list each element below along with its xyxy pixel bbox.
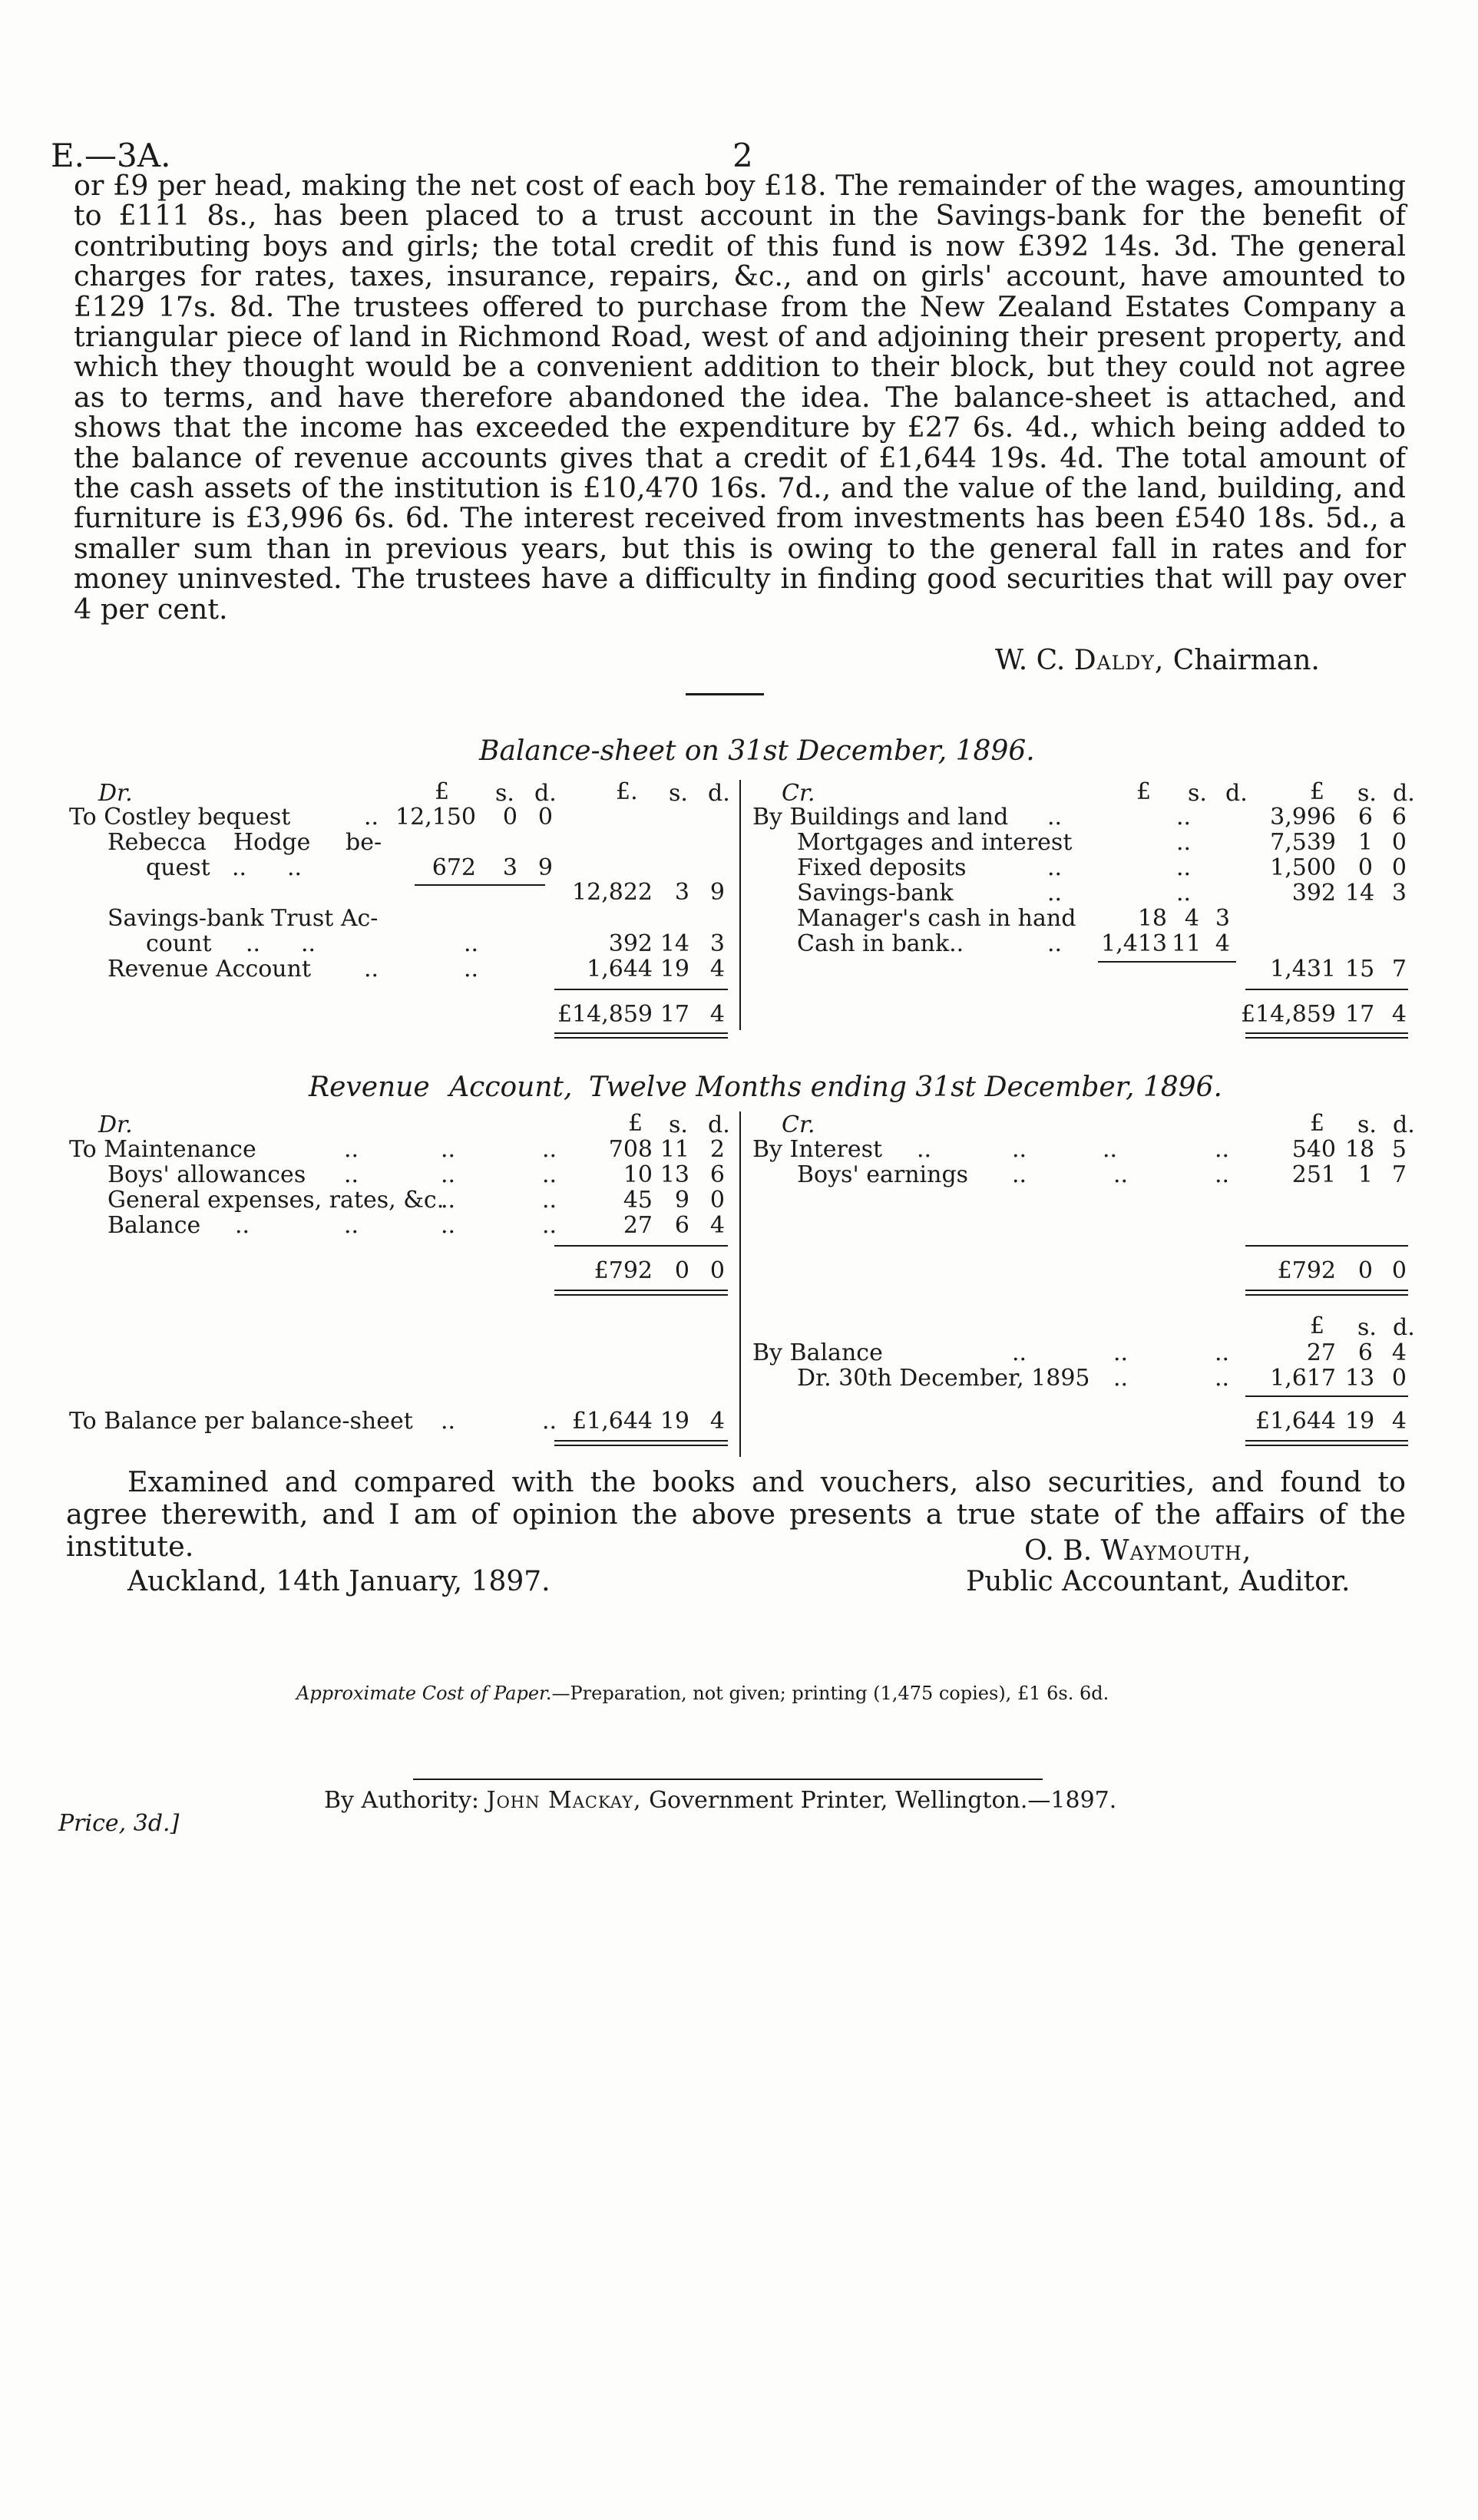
chairman-signature xyxy=(995,645,1320,676)
bs-cr-fixed-pounds: 1,500 xyxy=(1270,854,1336,881)
bs-dr-total-pounds: £14,859 xyxy=(557,1001,653,1028)
bs-cr-fixed-s: 0 xyxy=(1357,854,1373,881)
auditor-title: Public Accountant, Auditor. xyxy=(966,1566,1351,1597)
bs-cr-col-d: d. xyxy=(1225,780,1248,807)
bs-cr-buildings-s: 6 xyxy=(1357,804,1373,831)
bs-dr-savings-pounds: 392 xyxy=(608,930,653,957)
bs-cr-mortgages-s: 1 xyxy=(1357,829,1373,856)
bs-cr-subtotal-rule xyxy=(1098,961,1236,963)
bs-cr-mortgages-label: Mortgages and interest xyxy=(797,829,1073,856)
ra-cr-dr-d: 0 xyxy=(1391,1365,1407,1392)
footer-rule xyxy=(413,1779,1043,1780)
bs-cr-label: Cr. xyxy=(782,780,815,807)
ra-dr-final-rule-2 xyxy=(554,1445,728,1446)
bs-dr-hodge-s: 3 xyxy=(502,854,517,881)
bs-dr-revenue-s: 19 xyxy=(660,956,689,983)
ra-dr-allowances-d: 6 xyxy=(709,1161,725,1188)
auditor-initials: O. B. xyxy=(1024,1535,1093,1567)
ra-cr-interest-label: By Interest xyxy=(752,1136,883,1163)
bs-dr-revenue-leader-2: .. xyxy=(464,956,479,983)
bs-cr-buildings-pounds: 3,996 xyxy=(1270,804,1336,831)
ra-cr-earnings-d: 7 xyxy=(1391,1161,1407,1188)
bs-cr-cash-pounds: 1,413 xyxy=(1101,930,1167,957)
ra-dr-total-d: 0 xyxy=(709,1257,725,1284)
ra-cr-interest-d: 5 xyxy=(1391,1136,1407,1163)
ra-cr-final-rule-1 xyxy=(1245,1440,1408,1442)
bs-dr-total-d: 4 xyxy=(709,1001,725,1028)
bs-dr-costley-leader: .. xyxy=(364,804,379,831)
ra-cr-interest-leader-4: .. xyxy=(1215,1136,1230,1163)
bs-dr-hodge-d: 9 xyxy=(537,854,553,881)
bs-cr-mortgages-d: 0 xyxy=(1391,829,1407,856)
bs-dr-hodge-label-1b: Hodge xyxy=(233,829,311,856)
ra-cr-col-s: s. xyxy=(1357,1111,1377,1138)
ra-dr-allowances-leader-1: .. xyxy=(344,1161,359,1188)
printer-name: John Mackay, xyxy=(486,1787,642,1814)
bs-dr-label: Dr. xyxy=(98,780,133,807)
bs-cr-total-rule-top xyxy=(1245,989,1408,990)
bs-dr-revenue-label: Revenue Account xyxy=(107,956,312,983)
bs-cr-manager-s: 4 xyxy=(1184,905,1199,932)
bs-cr-mortgages-pounds: 7,539 xyxy=(1270,829,1336,856)
bs-cr-buildings-label: By Buildings and land xyxy=(752,804,1009,831)
auditor-place-date: Auckland, 14th January, 1897. xyxy=(127,1566,551,1597)
ra-dr-maintenance-leader-1: .. xyxy=(344,1136,359,1163)
ra-dr-balance-label: Balance xyxy=(107,1212,201,1239)
bs-cr-manager-label: Manager's cash in hand xyxy=(797,905,1076,932)
cost-text: —Preparation, not given; printing (1,475 copies), £1 6s. 6d. xyxy=(551,1683,1109,1704)
bs-cr-cash-total-d: 7 xyxy=(1391,956,1407,983)
bs-dr-bequest-total-s: 3 xyxy=(674,879,689,906)
bs-cr-col-pound: £ xyxy=(1136,778,1152,805)
ra-dr-to-balance-d: 4 xyxy=(709,1408,725,1435)
authority-line xyxy=(324,1787,1116,1814)
bs-col-pound-total: £. xyxy=(616,778,638,805)
bs-dr-hodge-leader: .. xyxy=(232,854,247,881)
ra-cr-col-d: d. xyxy=(1393,1111,1415,1138)
ra-dr-balance-leader-1: .. xyxy=(235,1212,250,1239)
ra-cr-earnings-pounds: 251 xyxy=(1291,1161,1336,1188)
ra-cr-interest-s: 18 xyxy=(1345,1136,1375,1163)
ra-cr-final-rule-top xyxy=(1245,1395,1408,1397)
ra-dr-to-balance-label: To Balance per balance-sheet xyxy=(69,1408,413,1435)
ra-cr-interest-leader-3: .. xyxy=(1103,1136,1118,1163)
bs-dr-hodge-leader-2: .. xyxy=(287,854,303,881)
bs-cr-savings-d: 3 xyxy=(1391,880,1407,907)
ra-dr-to-balance-s: 19 xyxy=(660,1408,689,1435)
bs-col-s-total: s. xyxy=(669,780,688,807)
cost-of-paper-note xyxy=(296,1683,1109,1704)
page-number: 2 xyxy=(732,137,753,174)
bs-col-d: d. xyxy=(534,780,557,807)
ra-cr-label: Cr. xyxy=(782,1111,815,1138)
ra-cr-col-d-2: d. xyxy=(1393,1314,1415,1341)
ra-dr-maintenance-leader-3: .. xyxy=(542,1136,557,1163)
bs-cr-cash-leader: .. xyxy=(1047,930,1063,957)
bs-cr-col-s-total: s. xyxy=(1357,780,1377,807)
bs-dr-revenue-leader: .. xyxy=(364,956,379,983)
ra-dr-balance-d: 4 xyxy=(709,1212,725,1239)
ra-dr-total-s: 0 xyxy=(674,1257,689,1284)
ra-cr-earnings-leader-2: .. xyxy=(1113,1161,1129,1188)
bs-cr-fixed-label: Fixed deposits xyxy=(797,854,967,881)
bs-cr-manager-d: 3 xyxy=(1215,905,1230,932)
ra-cr-total-rule-2 xyxy=(1245,1294,1408,1296)
ra-cr-earnings-s: 1 xyxy=(1357,1161,1373,1188)
bs-dr-revenue-d: 4 xyxy=(709,956,725,983)
ra-cr-total-pounds: £792 xyxy=(1277,1257,1336,1284)
ra-dr-to-balance-leader-1: .. xyxy=(441,1408,456,1435)
audit-paragraph: Examined and compared with the books and vouchers, also securities, and found to agree therewith, and I am of opinion the above presents a true state of the affairs of the institute. xyxy=(66,1465,1406,1563)
ra-dr-allowances-leader-3: .. xyxy=(542,1161,557,1188)
ra-dr-general-leader-2: .. xyxy=(542,1187,557,1214)
bs-cr-cash-total-s: 15 xyxy=(1345,956,1375,983)
ra-cr-by-balance-leader-1: .. xyxy=(1012,1339,1027,1366)
bs-col-s: s. xyxy=(495,780,514,807)
bs-dr-total-rule-1 xyxy=(554,1032,728,1034)
bs-cr-cash-d: 4 xyxy=(1215,930,1230,957)
bs-dr-total-rule-top xyxy=(554,989,728,990)
bs-cr-savings-s: 14 xyxy=(1345,880,1375,907)
ra-dr-label: Dr. xyxy=(98,1111,133,1138)
ra-dr-total-rule-1 xyxy=(554,1290,728,1291)
bs-dr-costley-pounds: 12,150 xyxy=(395,804,476,831)
bs-dr-hodge-pounds: 672 xyxy=(431,854,476,881)
section-divider xyxy=(686,693,764,695)
bs-dr-costley-d: 0 xyxy=(537,804,553,831)
bs-dr-costley-label: To Costley bequest xyxy=(69,804,291,831)
ra-cr-final-rule-2 xyxy=(1245,1445,1408,1446)
bs-dr-savings-s: 14 xyxy=(660,930,689,957)
ra-dr-maintenance-pounds: 708 xyxy=(608,1136,653,1163)
revenue-title-part-2: Account, xyxy=(449,1072,573,1103)
ra-cr-total-s: 0 xyxy=(1357,1257,1373,1284)
bs-cr-total-s: 17 xyxy=(1345,1001,1375,1028)
bs-cr-cash-total-pounds: 1,431 xyxy=(1270,956,1336,983)
bs-dr-savings-leader-3: .. xyxy=(464,930,479,957)
ra-cr-by-balance-label: By Balance xyxy=(752,1339,883,1366)
ra-dr-allowances-label: Boys' allowances xyxy=(107,1161,306,1188)
ra-cr-final-s: 19 xyxy=(1345,1408,1375,1435)
ra-cr-col-pound: £ xyxy=(1310,1110,1325,1137)
bs-cr-cash-label: Cash in bank.. xyxy=(797,930,964,957)
auditor-name xyxy=(1024,1535,1252,1567)
ra-cr-final-d: 4 xyxy=(1391,1408,1407,1435)
ra-dr-allowances-s: 13 xyxy=(660,1161,689,1188)
ra-dr-balance-s: 6 xyxy=(674,1212,689,1239)
ra-dr-general-s: 9 xyxy=(674,1187,689,1214)
ra-cr-by-balance-leader-2: .. xyxy=(1113,1339,1129,1366)
bs-col-d-total: d. xyxy=(708,780,730,807)
bs-cr-mortgages-leader: .. xyxy=(1176,829,1192,856)
ra-dr-general-label: General expenses, rates, &c. xyxy=(107,1187,445,1214)
bs-dr-savings-label-1: Savings-bank Trust Ac- xyxy=(107,905,379,932)
ra-cr-by-balance-s: 6 xyxy=(1357,1339,1373,1366)
bs-dr-bequest-total-d: 9 xyxy=(709,879,725,906)
ra-cr-earnings-leader-1: .. xyxy=(1012,1161,1027,1188)
ra-cr-earnings-label: Boys' earnings xyxy=(797,1161,969,1188)
bs-dr-savings-d: 3 xyxy=(709,930,725,957)
revenue-title-part-3: Twelve Months ending 31st December, 1896. xyxy=(588,1072,1222,1103)
bs-dr-hodge-label-2: quest xyxy=(146,854,210,881)
ra-cr-earnings-leader-3: .. xyxy=(1215,1161,1230,1188)
bs-dr-subtotal-rule xyxy=(415,884,545,886)
bs-cr-buildings-d: 6 xyxy=(1391,804,1407,831)
ra-cr-dr-s: 13 xyxy=(1345,1365,1375,1392)
bs-cr-savings-label: Savings-bank xyxy=(797,880,954,907)
bs-cr-total-pounds: £14,859 xyxy=(1240,1001,1336,1028)
bs-dr-costley-s: 0 xyxy=(502,804,517,831)
ra-col-s: s. xyxy=(669,1111,688,1138)
balance-sheet-title: Balance-sheet on 31st December, 1896. xyxy=(479,735,1035,767)
ra-col-d: d. xyxy=(708,1111,730,1138)
ra-dr-maintenance-leader-2: .. xyxy=(441,1136,456,1163)
ra-cr-by-balance-d: 4 xyxy=(1391,1339,1407,1366)
body-paragraph: or £9 per head, making the net cost of each boy £18. The remainder of the wages, amounting to £111 8s., has been placed to a trust account in the Savings-bank for the benefit of contributing boys and girls; the total credit of this fund is now £392 14s. 3d. The general charges for rates, taxes, insurance, repairs, &c., and on girls' account, have amounted to £129 17s. 8d. The trustees offered to purchase from the New Zealand Estates Company a triangular piece of land in Richmond Road, west of and adjoining their present property, and which they thought would be a convenient addition to their block, but they could not agree as to terms, and have therefore abandoned the idea. The balance-sheet is attached, and shows that the income has exceeded the expenditure by £27 6s. 4d., which being added to the balance of revenue accounts gives that a credit of £1,644 19s. 4d. The total amount of the cash assets of the institution is £10,470 16s. 7d., and the value of the land, building, and furniture is £3,996 6s. 6d. The interest received from investments has been £540 18s. 5d., a smaller sum than in previous years, but this is owing to the general fall in rates and for money uninvested. The trustees have a difficulty in finding good securities that will pay over 4 per cent. xyxy=(74,169,1406,626)
revenue-account-title xyxy=(309,1072,1222,1103)
ra-dr-general-leader-1: .. xyxy=(441,1187,456,1214)
auditor-surname: Waymouth, xyxy=(1100,1535,1252,1567)
ra-cr-total-d: 0 xyxy=(1391,1257,1407,1284)
bs-dr-total-rule-2 xyxy=(554,1037,728,1039)
ra-dr-to-balance-pounds: £1,644 xyxy=(572,1408,653,1435)
bs-cr-fixed-leader-2: .. xyxy=(1176,854,1192,881)
ra-cr-total-rule-top xyxy=(1245,1245,1408,1247)
printer-rest: Government Printer, Wellington.—1897. xyxy=(649,1787,1117,1814)
bs-dr-bequest-total-pounds: 12,822 xyxy=(572,879,653,906)
ra-cr-by-balance-pounds: 27 xyxy=(1306,1339,1336,1366)
ra-cr-col-s-2: s. xyxy=(1357,1314,1377,1341)
ra-cr-interest-pounds: 540 xyxy=(1291,1136,1336,1163)
bs-cr-col-d-total: d. xyxy=(1393,780,1415,807)
bs-cr-col-s: s. xyxy=(1188,780,1207,807)
ra-col-pound: £ xyxy=(628,1110,643,1137)
bs-cr-col-pound-total: £ xyxy=(1310,778,1325,805)
ra-dr-balance-pounds: 27 xyxy=(623,1212,653,1239)
ra-dr-maintenance-s: 11 xyxy=(660,1136,689,1163)
ra-dr-general-pounds: 45 xyxy=(623,1187,653,1214)
ra-dr-total-pounds: £792 xyxy=(594,1257,653,1284)
ra-center-divider xyxy=(739,1111,741,1457)
signature-initials: W. C. xyxy=(995,645,1066,676)
bs-dr-savings-leader-2: .. xyxy=(301,930,316,957)
ra-dr-total-rule-top xyxy=(554,1245,728,1247)
ra-dr-balance-leader-4: .. xyxy=(542,1212,557,1239)
authority-prefix: By Authority: xyxy=(324,1787,480,1814)
ra-dr-to-balance-leader-2: .. xyxy=(542,1408,557,1435)
ra-dr-general-d: 0 xyxy=(709,1187,725,1214)
ra-dr-maintenance-label: To Maintenance xyxy=(69,1136,256,1163)
cost-label: Approximate Cost of Paper. xyxy=(296,1683,552,1704)
signature-title: Chairman. xyxy=(1172,645,1320,676)
bs-cr-buildings-leader: .. xyxy=(1047,804,1063,831)
bs-cr-savings-pounds: 392 xyxy=(1291,880,1336,907)
price-note: Price, 3d.] xyxy=(58,1810,180,1837)
ra-cr-dr-leader-1: .. xyxy=(1113,1365,1129,1392)
bs-cr-savings-leader: .. xyxy=(1047,880,1063,907)
bs-dr-savings-leader: .. xyxy=(246,930,261,957)
bs-cr-manager-pounds: 18 xyxy=(1137,905,1167,932)
ra-cr-final-pounds: £1,644 xyxy=(1255,1408,1336,1435)
ra-dr-balance-leader-3: .. xyxy=(441,1212,456,1239)
bs-cr-savings-leader-2: .. xyxy=(1176,880,1192,907)
ra-dr-total-rule-2 xyxy=(554,1294,728,1296)
bs-dr-revenue-pounds: 1,644 xyxy=(587,956,653,983)
bs-dr-savings-label-2: count xyxy=(146,930,212,957)
bs-cr-fixed-leader: .. xyxy=(1047,854,1063,881)
ra-dr-final-rule-1 xyxy=(554,1440,728,1442)
bs-dr-hodge-label-1c: be- xyxy=(346,829,382,856)
bs-cr-total-d: 4 xyxy=(1391,1001,1407,1028)
ra-dr-allowances-pounds: 10 xyxy=(623,1161,653,1188)
bs-col-pound: £ xyxy=(435,778,450,805)
ra-cr-interest-leader-1: .. xyxy=(917,1136,932,1163)
bs-cr-total-rule-2 xyxy=(1245,1037,1408,1039)
bs-center-divider xyxy=(739,780,741,1030)
ra-cr-total-rule-1 xyxy=(1245,1290,1408,1291)
document-reference: E.—3A. xyxy=(51,137,171,174)
bs-cr-total-rule-1 xyxy=(1245,1032,1408,1034)
signature-name: Daldy, xyxy=(1073,645,1165,676)
revenue-title-part-1: Revenue xyxy=(309,1072,430,1103)
bs-cr-buildings-leader-2: .. xyxy=(1176,804,1192,831)
ra-cr-dr-leader-2: .. xyxy=(1215,1365,1230,1392)
ra-cr-by-balance-leader-3: .. xyxy=(1215,1339,1230,1366)
bs-dr-total-s: 17 xyxy=(660,1001,689,1028)
ra-dr-maintenance-d: 2 xyxy=(709,1136,725,1163)
ra-cr-dr-pounds: 1,617 xyxy=(1270,1365,1336,1392)
bs-cr-cash-s: 11 xyxy=(1172,930,1202,957)
bs-cr-fixed-d: 0 xyxy=(1391,854,1407,881)
ra-cr-dr-label: Dr. 30th December, 1895 xyxy=(797,1365,1090,1392)
bs-dr-hodge-label-1: Rebecca xyxy=(107,829,207,856)
ra-cr-interest-leader-2: .. xyxy=(1012,1136,1027,1163)
ra-dr-allowances-leader-2: .. xyxy=(441,1161,456,1188)
ra-cr-col-pound-2: £ xyxy=(1310,1313,1325,1339)
ra-dr-balance-leader-2: .. xyxy=(344,1212,359,1239)
